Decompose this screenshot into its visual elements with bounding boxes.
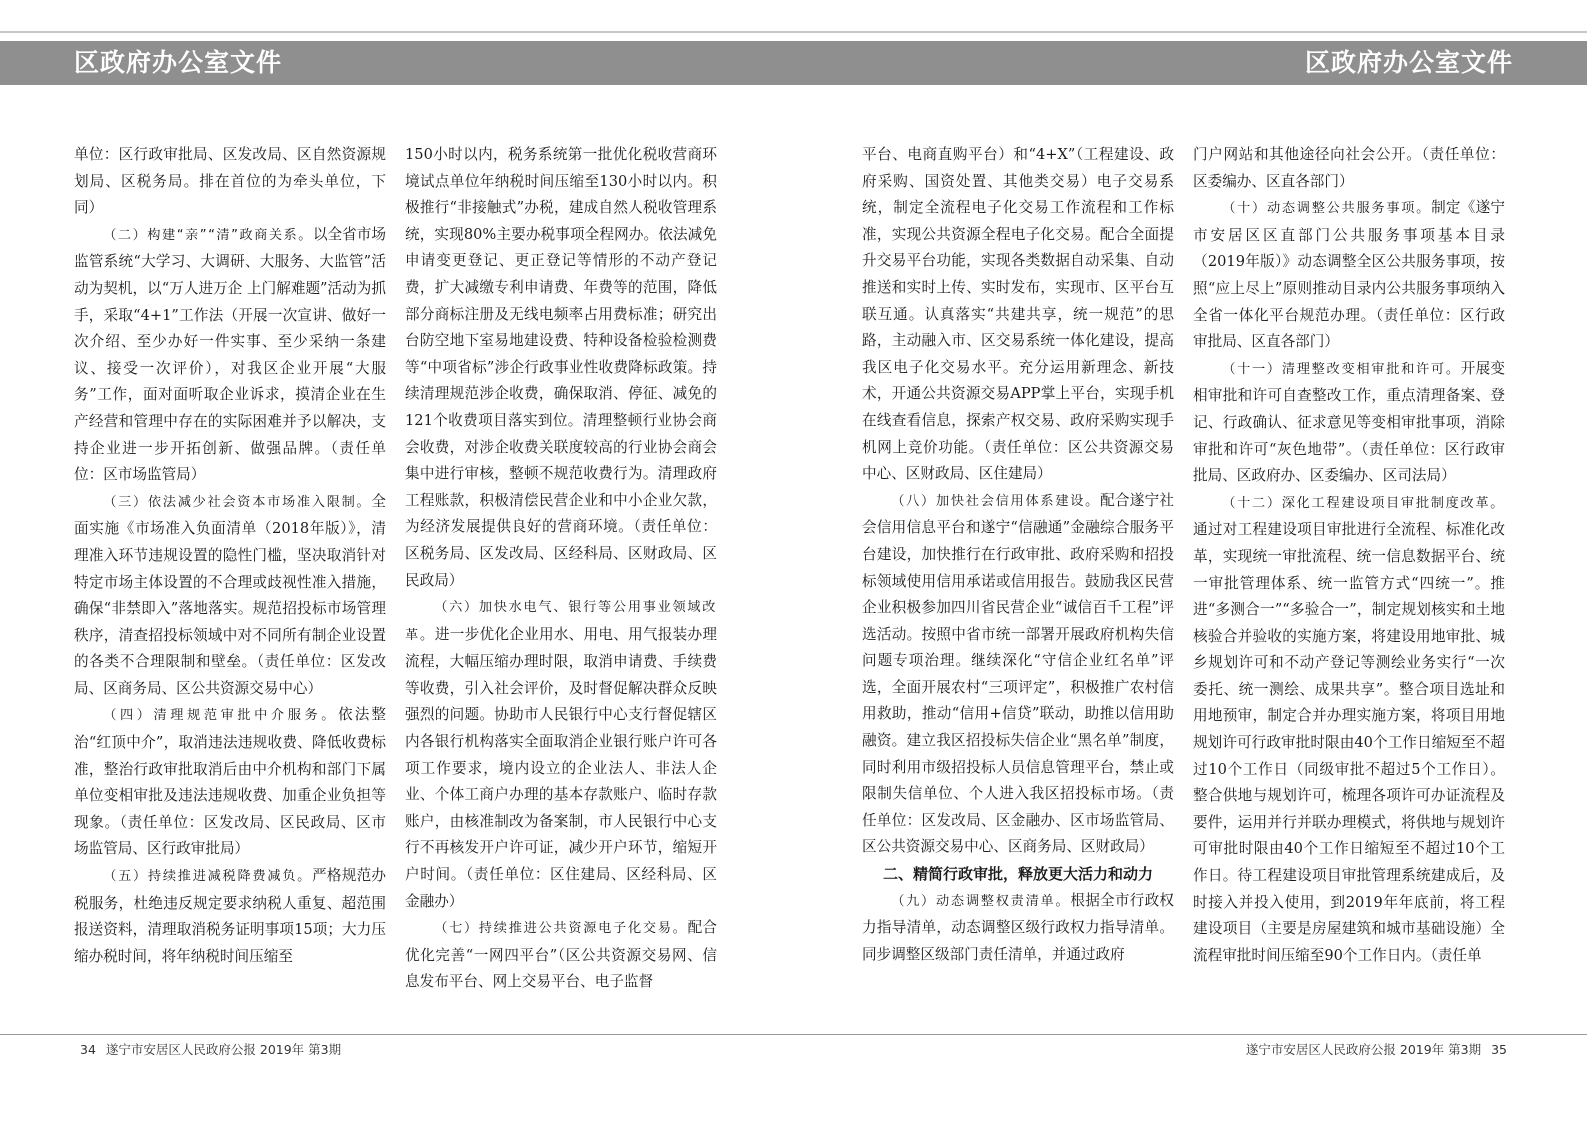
paragraph-body-text: 进一步优化企业用水、用电、用气报装办理流程，大幅压缩办理时限，取消申请费、手续费等收费，引入社会评价，及时督促解决群众反映强烈的问题。协助市人民银行中心支行督促辖区内各银行机构落实全面取消企业银行账户许可各项工作要求，境内设立的企业法人、非法人企业、个体工商户办理的基本存款账户、临时存款账户，由核准制改为备案制，市人民银行中心支行不再核发开户许可证，减少开户环节，缩短开户时间。（责任单位：区住建局、区经科局、区金融办） [405, 625, 717, 910]
paragraph [862, 142, 1174, 488]
paragraph [1193, 356, 1505, 490]
paragraph-lead-heading: （十）动态调整公共服务事项。 [1222, 201, 1432, 217]
top-rule [0, 31, 1587, 33]
paragraph-body-text: 配合优化完善“一网四平台”（区公共资源交易网、信息发布平台、网上交易平台、电子监督 [405, 919, 717, 991]
paragraph [74, 222, 386, 489]
paragraph-body-text: 开展变相审批和许可自查整改工作，重点清理备案、登记、行政确认、征求意见等变相审批事项，消除审批和许可“灰色地带”。（责任单位：区行政审批局、区政府办、区委编办、区司法局） [1193, 359, 1505, 485]
right-footer [1246, 1041, 1513, 1059]
paragraph [74, 702, 386, 863]
paragraph [74, 142, 386, 222]
right-page-number: 35 [1491, 1042, 1507, 1057]
paragraph-body-text: 制定《遂宁市安居区区直部门公共服务事项基本目录（2019年版）》动态调整全区公共服务事项，按照“应上尽上”原则推动目录内公共服务事项纳入全省一体化平台规范办理。（责任单位：区行政审批局、区直各部门） [1193, 199, 1505, 351]
paragraph-lead-heading: （七）持续推进公共资源电子化交易。 [434, 921, 688, 937]
right-page-header-title: 区政府办公室文件 [1304, 48, 1513, 77]
left-footer-publication: 遂宁市安居区人民政府公报 2019年 第3期 [105, 1042, 342, 1057]
paragraph-lead-heading: （十一）清理整改变相审批和许可。 [1222, 361, 1461, 377]
paragraph-body-text: 根据全市行政权力指导清单，动态调整区级行政权力指导清单。同步调整区级部门责任清单，并通过政府 [862, 891, 1174, 963]
left-footer [74, 1041, 341, 1059]
paragraph-lead-heading: （二）构建“亲”“清”政商关系。 [103, 227, 313, 243]
section-heading: 二、精简行政审批，释放更大活力和动力 [883, 865, 1154, 884]
paragraph [74, 489, 386, 703]
text-column-4 [1193, 142, 1505, 1022]
paragraph [74, 863, 386, 970]
paragraph [405, 142, 717, 594]
paragraph-lead-heading: （四）清理规范审批中介服务。 [103, 708, 339, 724]
paragraph [1193, 490, 1505, 970]
paragraph-lead-heading: （六）加快水电气、银行等公用事业领域改革。 [405, 600, 717, 643]
paragraph-body-text: 150小时以内，税务系统第一批优化税收营商环境试点单位年纳税时间压缩至130小时以内。积极推行“非接触式”办税，建成自然人税收管理系统，实现80%主要办税事项全程网办。依法减免申请变更登记、更正登记等情形的不动产登记费，扩大减缴专利申请费、年费等的范围，降低部分商标注册及无线电频率占用费标准；研究出台防空地下室易地建设费、特种设备检验检测费等“中项省标”涉企行政事业性收费降标政策。持续清理规范涉企收费，确保取消、停征、减免的121个收费项目落实到位。清理整顿行业协会商会收费，对涉企收费关联度较高的行业协会商会集中进行审核，整顿不规范收费行为。清理政府工程账款，积极清偿民营企业和中小企业欠款，为经济发展提供良好的营商环境。（责任单位：区税务局、区发改局、区经科局、区财政局、区民政局） [405, 146, 717, 589]
paragraph-body-text: 依法整治“红顶中介”，取消违法违规收费、降低收费标准，整治行政审批取消后由中介机构和部门下属单位变相审批及违法违规收费、加重企业负担等现象。（责任单位：区发改局、区民政局、区市场监管局、区行政审批局） [74, 706, 386, 858]
paragraph-body-text: 通过对工程建设项目审批进行全流程、标准化改革，实现统一审批流程、统一信息数据平台、统一审批管理体系、统一监管方式“四统一”。推进“多测合一”“多验合一”，制定规划核实和土地核验合并验收的实施方案，将建设用地审批、城乡规划许可和不动产登记等测绘业务实行“一次委托、统一测绘、成果共享”。整合项目选址和用地预审，制定合并办理实施方案，将项目用地规划许可行政审批时限由40个工作日缩短至不超过10个工作日（同级审批不超过5个工作日）。整合供地与规划许可，梳理各项许可办证流程及要件，运用并行并联办理模式，将供地与规划许可审批时限由40个工作日缩短至不超过10个工作日。待工程建设项目审批管理系统建成后，及时接入并投入使用，到2019年年底前，将工程建设项目（主要是房屋建筑和城市基础设施）全流程审批时间压缩至90个工作日内。（责任单 [1193, 521, 1505, 964]
left-page-header-title: 区政府办公室文件 [74, 48, 283, 77]
left-page-number: 34 [80, 1042, 96, 1057]
paragraph [862, 888, 1174, 969]
paragraph-body-text: 全面实施《市场准入负面清单（2018年版）》，清理准入环节违规设置的隐性门槛，坚决取消针对特定市场主体设置的不合理或歧视性准入措施，确保“非禁即入”落地落实。规范招投标市场管理秩序，清查招投标领域中对不同所有制企业设置的各类不合理限制和壁垒。（责任单位：区发改局、区商务局、区公共资源交易中心） [74, 492, 386, 697]
paragraph [405, 594, 717, 915]
text-column-2 [405, 142, 717, 1022]
paragraph-lead-heading: （五）持续推进减税降费减负。 [103, 869, 313, 885]
paragraph-lead-heading: （八）加快社会信用体系建设。 [891, 493, 1101, 509]
text-column-3 [862, 142, 1174, 1022]
text-column-1 [74, 142, 386, 1022]
paragraph-body-text: 严格规范办税服务，杜绝违反规定要求纳税人重复、超范围报送资料，清理取消税务证明事项15项；大力压缩办税时间，将年纳税时间压缩至 [74, 867, 386, 965]
paragraph [1193, 195, 1505, 356]
paragraph-lead-heading: （十二）深化工程建设项目审批制度改革。 [1222, 495, 1505, 511]
paragraph-body-text: 单位：区行政审批局、区发改局、区自然资源规划局、区税务局。排在首位的为牵头单位，下同） [74, 146, 386, 217]
paragraph-body-text: 以全省市场监管系统“大学习、大调研、大服务、大监管”活动为契机，以“万人进万企 上门解难题”活动为抓手，采取“4+1”工作法（开展一次宣讲、做好一次介绍、至少办好一件实事、至少采纳一条建议、接受一次评价），对我区企业开展“大服务”工作，面对面听取企业诉求，摸清企业在生产经营和管理中存在的实际困难并予以解决，支持企业进一步开拓创新、做强品牌。（责任单位：区市场监管局） [74, 225, 386, 484]
paragraph [1193, 142, 1505, 195]
paragraph-body-text: 门户网站和其他途径向社会公开。（责任单位：区委编办、区直各部门） [1193, 146, 1505, 190]
paragraph-body-text: 平台、电商直购平台）和“4+X”（工程建设、政府采购、国资处置、其他类交易）电子交易系统，制定全流程电子化交易工作流程和工作标准，实现公共资源全程电子化交易。配合全面提升交易平台功能，实现各类数据自动采集、自动推送和实时上传、实时发布，实现市、区平台互联互通。认真落实“共建共享，统一规范”的思路，主动融入市、区交易系统一体化建设，提高我区电子化交易水平。充分运用新理念、新技术，开通公共资源交易APP掌上平台，实现手机在线查看信息，探索产权交易、政府采购实现手机网上竞价功能。（责任单位：区公共资源交易中心、区财政局、区住建局） [862, 146, 1174, 483]
right-footer-publication: 遂宁市安居区人民政府公报 2019年 第3期 [1245, 1042, 1482, 1057]
paragraph-lead-heading: （三）依法减少社会资本市场准入限制。 [103, 494, 372, 510]
paragraph [405, 915, 717, 996]
paragraph-lead-heading: （九）动态调整权责清单。 [891, 893, 1071, 909]
bottom-rule [0, 1034, 1587, 1035]
paragraph-body-text: 配合遂宁社会信用信息平台和遂宁“信融通”金融综合服务平台建设，加快推行在行政审批、政府采购和招投标领域使用信用承诺或信用报告。鼓励我区民营企业积极参加四川省民营企业“诚信百千工程”评选活动。按照中省市统一部署开展政府机构失信问题专项治理。继续深化“守信企业红名单”评选，全面开展农村“三项评定”，积极推广农村信用救助，推动“信用+信贷”联动，助推以信用助融资。建立我区招投标失信企业“黑名单”制度，同时利用市级招投标人员信息管理平台，禁止或限制失信单位、个人进入我区招投标市场。（责任单位：区发改局、区金融办、区市场监管局、区公共资源交易中心、区商务局、区财政局） [862, 491, 1174, 856]
paragraph [862, 488, 1174, 861]
